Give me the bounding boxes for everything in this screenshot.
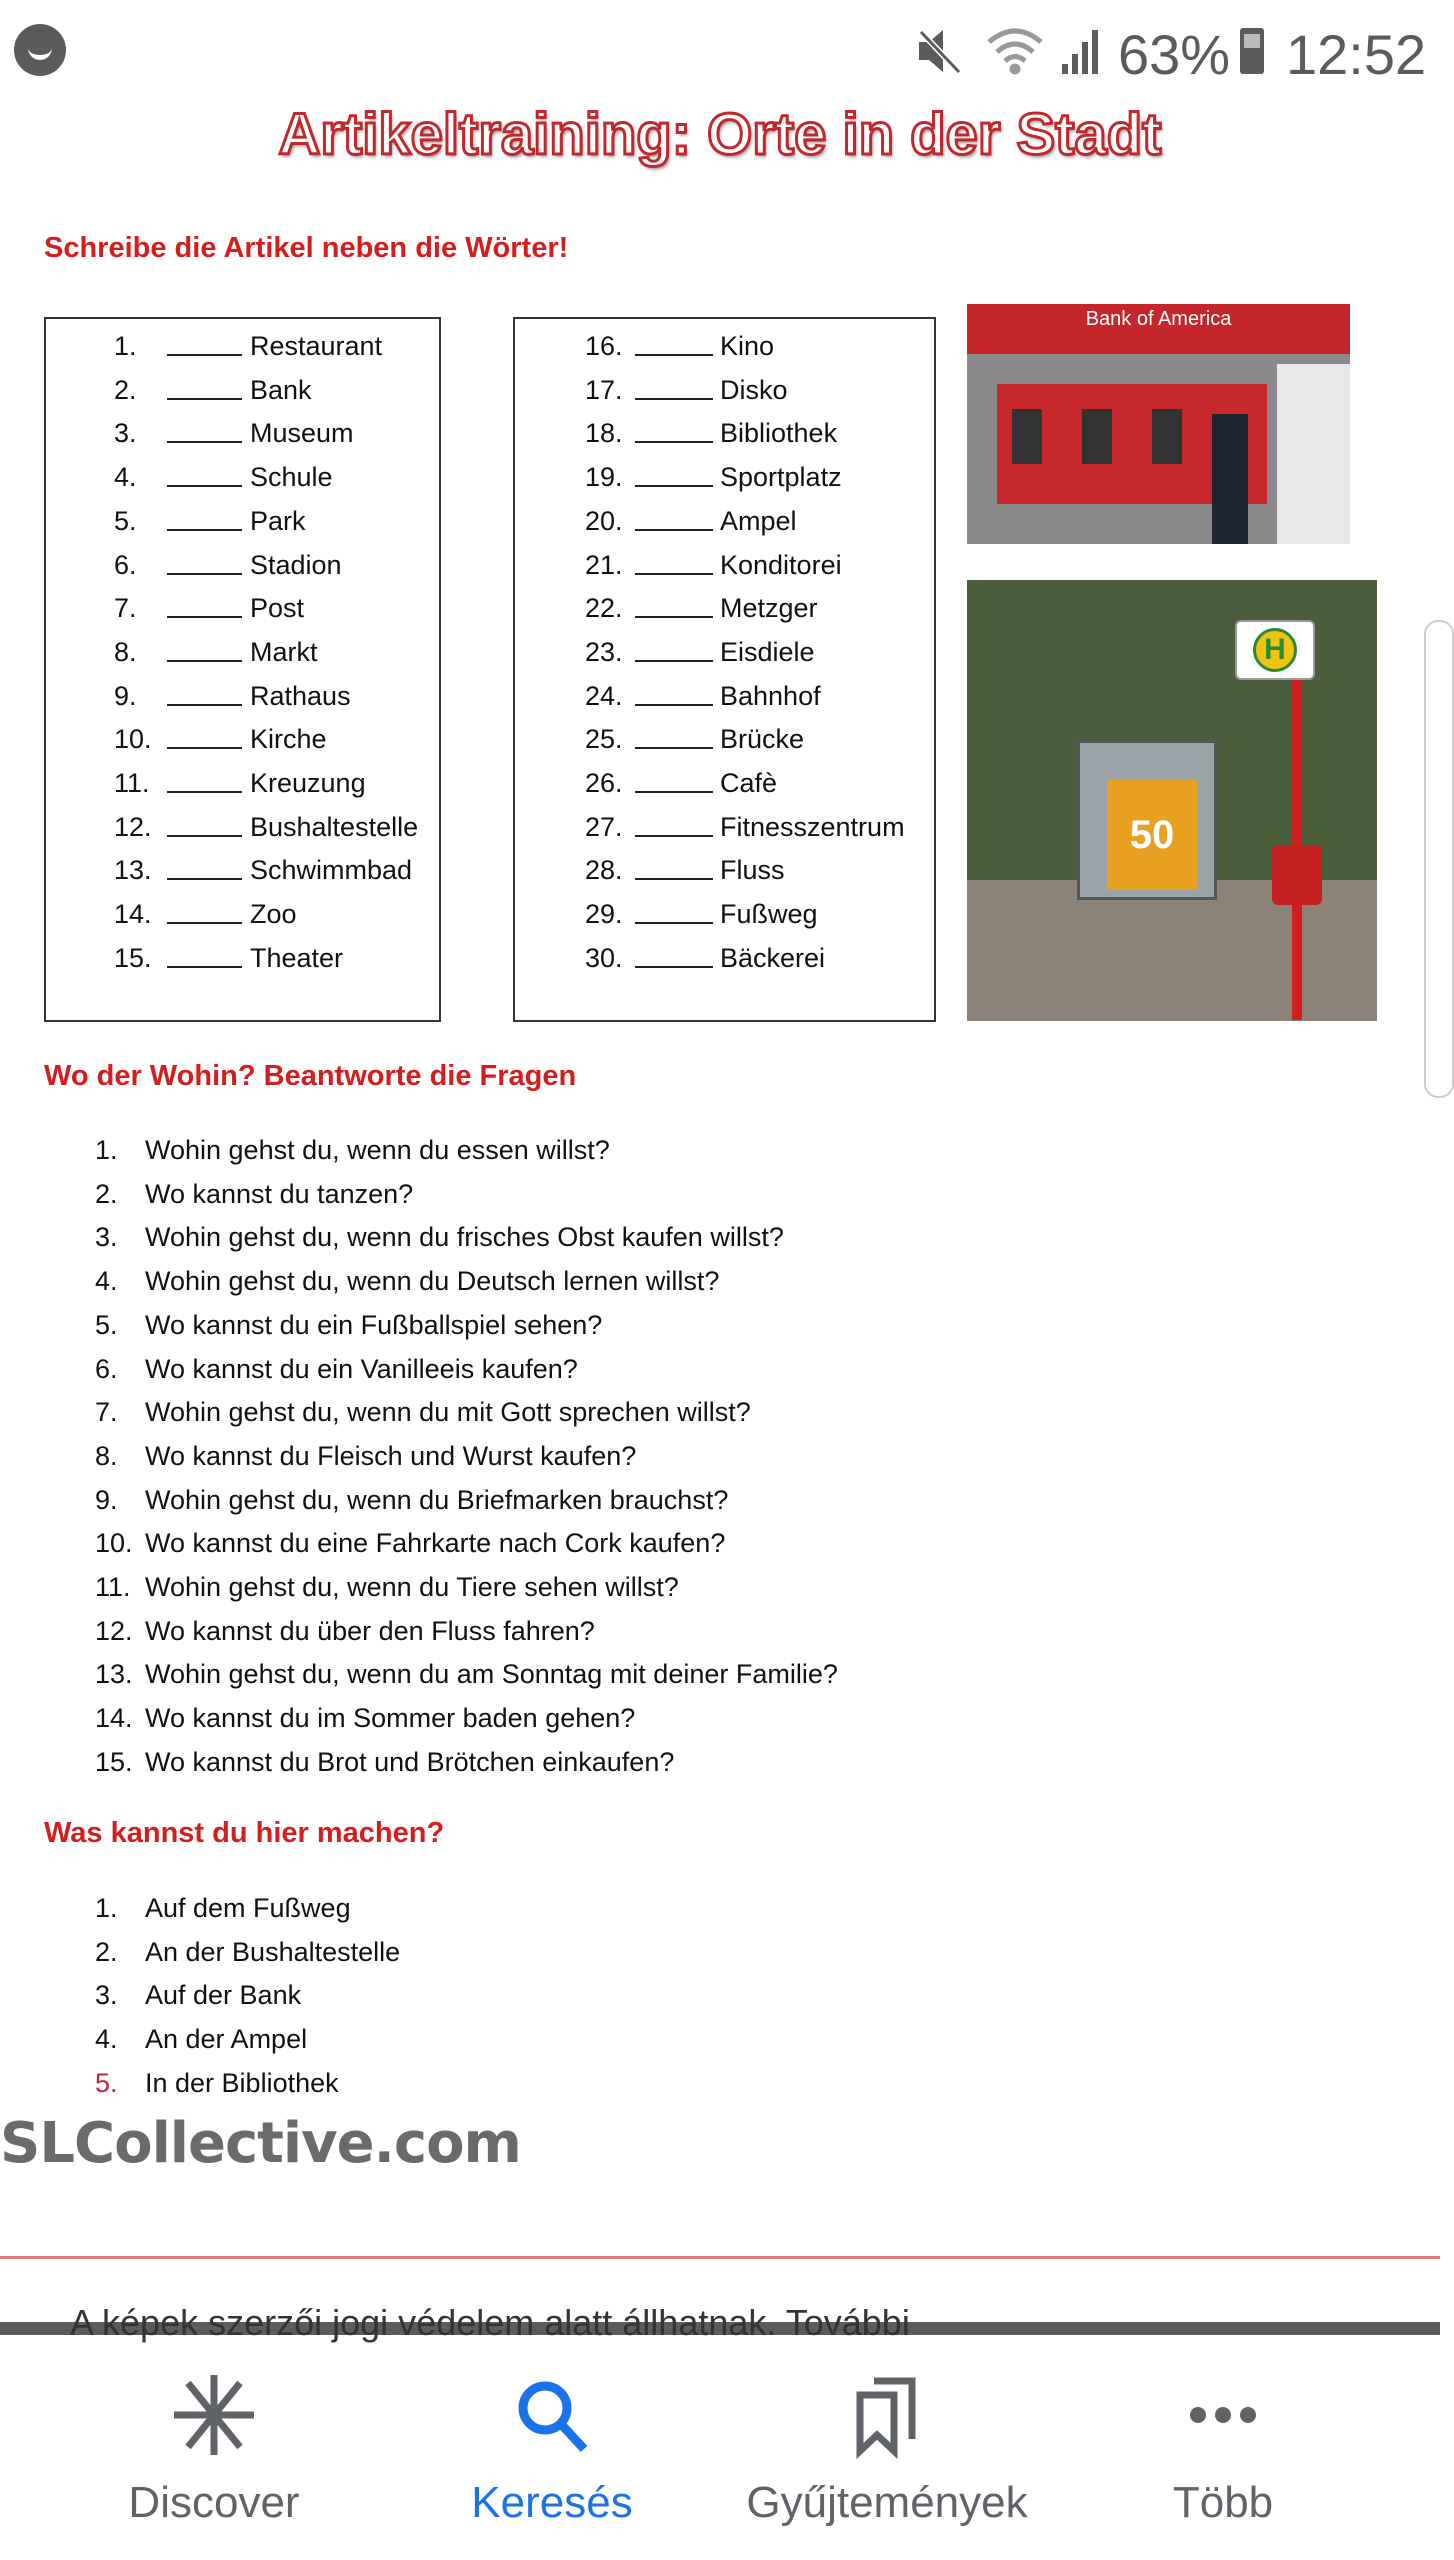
word: Markt bbox=[250, 636, 318, 667]
word: Museum bbox=[250, 418, 354, 449]
list-item bbox=[95, 1614, 595, 1648]
word-number: 28. bbox=[585, 855, 623, 886]
list-item bbox=[95, 1657, 838, 1691]
asterisk-icon bbox=[49, 2370, 379, 2460]
article-blank bbox=[167, 461, 242, 487]
word-number: 11. bbox=[114, 768, 150, 798]
word: Rathaus bbox=[250, 680, 351, 711]
list-item bbox=[95, 2066, 339, 2100]
word-number: 2. bbox=[114, 374, 137, 405]
word-number: 16. bbox=[585, 331, 623, 361]
item-number: 15. bbox=[95, 1746, 133, 1777]
word: Fitnesszentrum bbox=[720, 811, 905, 842]
item-text: Wohin gehst du, wenn du am Sonntag mit deiner Familie? bbox=[145, 1659, 838, 1690]
item-number: 3. bbox=[95, 1980, 118, 2011]
nav-search[interactable] bbox=[387, 2370, 717, 2528]
list-item bbox=[95, 1935, 400, 1969]
nav-label: Gyűjtemények bbox=[746, 2478, 1028, 2527]
bank-photo bbox=[967, 304, 1350, 544]
list-item bbox=[95, 1395, 751, 1429]
article-blank bbox=[167, 854, 242, 880]
section-heading-activities: Was kannst du hier machen? bbox=[44, 1817, 445, 1849]
item-text: Wo kannst du Brot und Brötchen einkaufen? bbox=[145, 1746, 675, 1777]
list-item bbox=[95, 1352, 578, 1386]
nav-collections[interactable] bbox=[722, 2370, 1052, 2528]
word: Kirche bbox=[250, 724, 327, 755]
item-text: Wohin gehst du, wenn du Briefmarken brauchst? bbox=[145, 1484, 729, 1515]
article-blank bbox=[167, 636, 242, 662]
article-blank bbox=[635, 505, 713, 531]
item-text: Wohin gehst du, wenn du frisches Obst kaufen willst? bbox=[145, 1222, 784, 1253]
word: Stadion bbox=[250, 549, 342, 580]
list-item bbox=[95, 1177, 413, 1211]
article-blank bbox=[635, 417, 713, 443]
divider bbox=[0, 2256, 1440, 2259]
word: Bushaltestelle bbox=[250, 811, 419, 842]
watermark-logo: SLCollective.com bbox=[0, 2111, 521, 2176]
item-number: 5. bbox=[95, 1309, 118, 1340]
nav-label: Keresés bbox=[471, 2478, 633, 2527]
word: Sportplatz bbox=[720, 462, 842, 493]
item-number: 6. bbox=[95, 1353, 118, 1384]
battery-icon bbox=[1240, 28, 1264, 74]
word: Kino bbox=[720, 331, 775, 361]
list-item bbox=[95, 1133, 610, 1167]
bookmarks-icon bbox=[722, 2370, 1052, 2460]
list-item bbox=[95, 1701, 635, 1735]
item-number: 1. bbox=[95, 1893, 118, 1923]
item-text: Wohin gehst du, wenn du Tiere sehen willst? bbox=[145, 1572, 679, 1602]
document-title: Artikeltraining: Orte in der Stadt bbox=[278, 102, 1162, 167]
nav-more[interactable] bbox=[1058, 2370, 1388, 2528]
word-number: 3. bbox=[114, 418, 137, 449]
word-number: 25. bbox=[585, 724, 623, 755]
word: Zoo bbox=[250, 899, 297, 930]
word: Cafè bbox=[720, 768, 778, 798]
word: Restaurant bbox=[250, 331, 383, 361]
item-number: 13. bbox=[95, 1659, 133, 1690]
word: Metzger bbox=[720, 593, 818, 624]
article-blank bbox=[167, 505, 242, 531]
word-number: 1. bbox=[114, 331, 137, 361]
list-item bbox=[95, 2022, 307, 2056]
article-blank bbox=[167, 898, 242, 924]
word-number: 4. bbox=[114, 462, 137, 493]
item-number: 4. bbox=[95, 2024, 118, 2055]
article-blank bbox=[635, 854, 713, 880]
article-blank bbox=[635, 374, 713, 400]
article-blank bbox=[635, 767, 713, 793]
word-number: 26. bbox=[585, 768, 623, 798]
word: Konditorei bbox=[720, 549, 842, 580]
word: Bank bbox=[250, 374, 312, 405]
word-number: 20. bbox=[585, 505, 623, 536]
word-number: 23. bbox=[585, 636, 623, 667]
word-number: 27. bbox=[585, 811, 623, 842]
item-number: 12. bbox=[95, 1615, 133, 1646]
article-blank bbox=[167, 723, 242, 749]
article-blank bbox=[635, 898, 713, 924]
section-heading-questions: Wo der Wohin? Beantworte die Fragen bbox=[44, 1060, 577, 1092]
list-item bbox=[95, 1526, 725, 1560]
word-number: 6. bbox=[114, 549, 137, 580]
nav-label: Discover bbox=[128, 2478, 300, 2527]
item-number: 10. bbox=[95, 1528, 133, 1559]
item-number: 9. bbox=[95, 1484, 118, 1515]
word-number: 12. bbox=[114, 811, 152, 842]
article-blank bbox=[635, 461, 713, 487]
bus-stop-sign: H bbox=[1235, 620, 1315, 680]
word-number: 17. bbox=[585, 374, 623, 405]
word-number: 5. bbox=[114, 505, 137, 536]
word-number: 22. bbox=[585, 593, 623, 624]
list-item bbox=[95, 1745, 674, 1779]
app-notification-icon bbox=[14, 24, 66, 76]
item-text: An der Ampel bbox=[145, 2024, 308, 2055]
side-scroll-handle[interactable] bbox=[1424, 620, 1454, 1098]
article-blank bbox=[635, 636, 713, 662]
word: Bahnhof bbox=[720, 680, 821, 711]
article-blank bbox=[167, 942, 242, 968]
article-blank bbox=[167, 811, 242, 837]
word-number: 18. bbox=[585, 418, 623, 449]
status-bar bbox=[0, 0, 1440, 100]
bank-sign: Bank of America bbox=[967, 304, 1350, 354]
item-text: Auf dem Fußweg bbox=[145, 1893, 351, 1923]
item-text: Wo kannst du eine Fahrkarte nach Cork kaufen? bbox=[145, 1528, 726, 1559]
list-item bbox=[95, 1891, 351, 1925]
list-item bbox=[95, 1308, 602, 1342]
word-number: 7. bbox=[114, 593, 137, 624]
wifi-icon bbox=[985, 26, 1045, 79]
item-text: Wo kannst du über den Fluss fahren? bbox=[145, 1615, 595, 1646]
item-number: 2. bbox=[95, 1936, 118, 1967]
article-blank bbox=[635, 723, 713, 749]
nav-discover[interactable] bbox=[49, 2370, 379, 2528]
section-heading-articles: Schreibe die Artikel neben die Wörter! bbox=[44, 232, 569, 264]
article-blank bbox=[167, 767, 242, 793]
article-blank bbox=[167, 330, 242, 356]
list-item bbox=[95, 1439, 636, 1473]
word: Fußweg bbox=[720, 899, 818, 930]
word: Ampel bbox=[720, 505, 797, 536]
item-text: Wo kannst du ein Fußballspiel sehen? bbox=[145, 1309, 603, 1340]
article-blank bbox=[635, 592, 713, 618]
word-number: 13. bbox=[114, 855, 152, 886]
item-text: Wo kannst du tanzen? bbox=[145, 1178, 414, 1209]
article-blank bbox=[167, 374, 242, 400]
list-item bbox=[95, 1570, 679, 1604]
poster-number: 50 bbox=[1107, 780, 1197, 890]
item-text: Auf der Bank bbox=[145, 1980, 302, 2011]
item-text: Wohin gehst du, wenn du mit Gott sprechen willst? bbox=[145, 1397, 751, 1428]
item-text: Wo kannst du ein Vanilleeis kaufen? bbox=[145, 1353, 578, 1384]
word-number: 29. bbox=[585, 899, 623, 930]
item-number: 1. bbox=[95, 1135, 118, 1165]
word-number: 19. bbox=[585, 462, 623, 493]
word: Fluss bbox=[720, 855, 785, 886]
word-number: 24. bbox=[585, 680, 623, 711]
copyright-banner bbox=[0, 2302, 1440, 2343]
word: Brücke bbox=[720, 724, 805, 755]
article-blank bbox=[635, 942, 713, 968]
word-number: 9. bbox=[114, 680, 137, 711]
list-item bbox=[95, 1978, 301, 2012]
word-box-left bbox=[44, 317, 441, 1022]
word: Schwimmbad bbox=[250, 855, 413, 886]
word: Theater bbox=[250, 942, 344, 973]
item-text: An der Bushaltestelle bbox=[145, 1936, 401, 1967]
item-text: Wo kannst du Fleisch und Wurst kaufen? bbox=[145, 1440, 637, 1471]
list-item bbox=[95, 1264, 719, 1298]
item-number: 7. bbox=[95, 1397, 118, 1428]
more-icon bbox=[1058, 2370, 1388, 2460]
word-number: 8. bbox=[114, 636, 137, 667]
item-number: 2. bbox=[95, 1178, 118, 1209]
list-item bbox=[95, 1483, 728, 1517]
item-text: Wohin gehst du, wenn du essen willst? bbox=[145, 1135, 610, 1165]
list-item bbox=[95, 1220, 784, 1254]
signal-icon bbox=[1060, 30, 1104, 74]
search-icon bbox=[387, 2370, 717, 2460]
item-number: 4. bbox=[95, 1266, 118, 1297]
word: Eisdiele bbox=[720, 636, 815, 667]
word: Disko bbox=[720, 374, 788, 405]
word: Bäckerei bbox=[720, 942, 826, 973]
word: Bibliothek bbox=[720, 418, 838, 449]
article-blank bbox=[167, 592, 242, 618]
word: Park bbox=[250, 505, 306, 536]
copyright-notice: A képek szerzői jogi védelem alatt állhatnak. További bbox=[70, 2302, 910, 2343]
word-number: 10. bbox=[114, 724, 152, 755]
word-number: 14. bbox=[114, 899, 152, 930]
item-number: 11. bbox=[95, 1572, 131, 1602]
article-blank bbox=[635, 680, 713, 706]
item-text: Wo kannst du im Sommer baden gehen? bbox=[145, 1703, 636, 1734]
word-number: 21. bbox=[585, 549, 623, 580]
article-blank bbox=[635, 330, 713, 356]
word-number: 15. bbox=[114, 942, 152, 973]
item-number: 14. bbox=[95, 1703, 133, 1734]
battery-percent: 63% bbox=[1118, 23, 1231, 86]
article-blank bbox=[167, 680, 242, 706]
clock: 12:52 bbox=[1286, 23, 1427, 86]
item-number: 8. bbox=[95, 1440, 118, 1471]
item-number: 5. bbox=[95, 2067, 118, 2098]
nav-label: Több bbox=[1172, 2478, 1274, 2527]
article-blank bbox=[167, 549, 242, 575]
article-blank bbox=[635, 549, 713, 575]
item-number: 3. bbox=[95, 1222, 118, 1253]
mute-icon bbox=[915, 28, 965, 79]
article-blank bbox=[635, 811, 713, 837]
word: Schule bbox=[250, 462, 333, 493]
bus-stop-photo bbox=[967, 580, 1377, 1021]
item-text: Wohin gehst du, wenn du Deutsch lernen willst? bbox=[145, 1266, 720, 1297]
word-number: 30. bbox=[585, 942, 623, 973]
article-blank bbox=[167, 417, 242, 443]
word: Post bbox=[250, 593, 305, 624]
item-text: In der Bibliothek bbox=[145, 2067, 339, 2098]
word: Kreuzung bbox=[250, 768, 366, 798]
